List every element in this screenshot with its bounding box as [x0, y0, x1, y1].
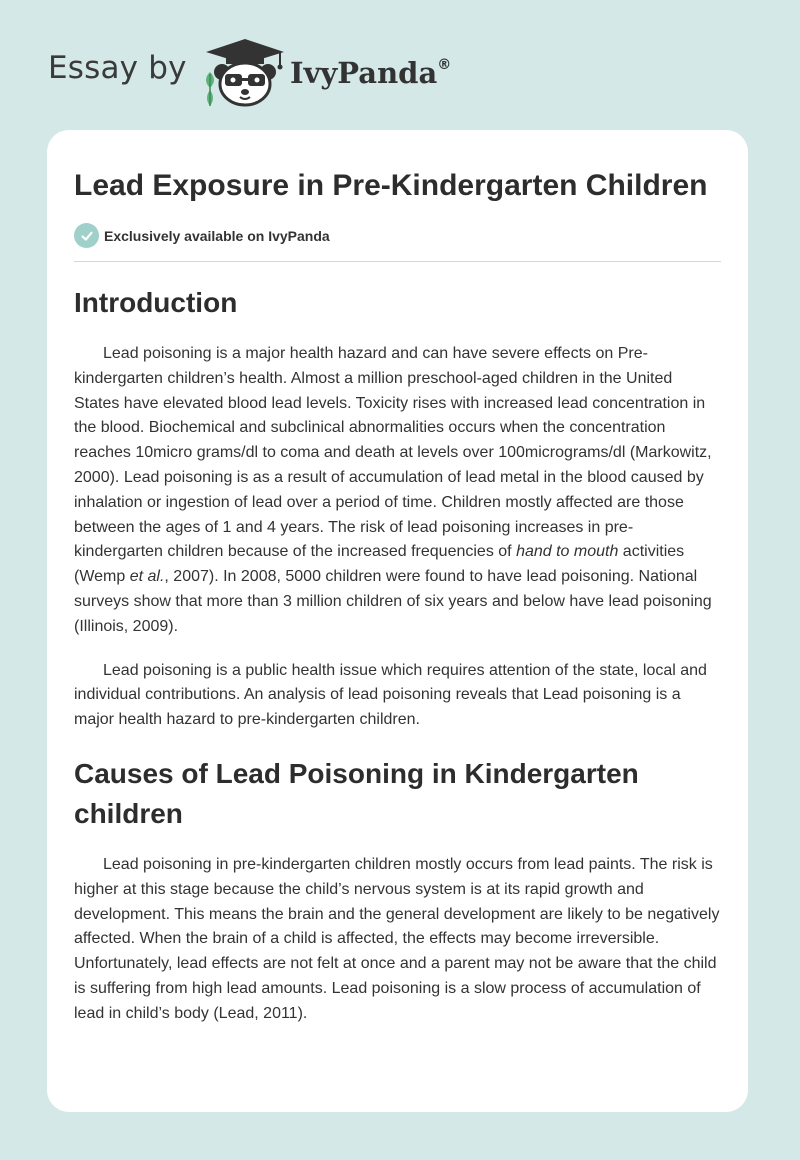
site-header — [48, 36, 548, 108]
exclusive-label: Exclusively available on IvyPanda — [104, 227, 330, 244]
registered-mark: ® — [437, 57, 452, 74]
essay-by-label: Essay by — [48, 50, 187, 86]
divider — [74, 261, 721, 262]
brand-name: IvyPanda® — [290, 56, 452, 90]
section-heading-causes: Causes of Lead Poisoning in Kindergarten children — [74, 757, 639, 829]
paragraph-intro-2: Lead poisoning is a public health issue which requires attention of the state, local and individual contributions. An analysis of lead poisoning reveals that Lead poisoning is a major health hazard to pre-kindergarten children. — [74, 661, 707, 729]
panda-logo-icon — [200, 36, 290, 108]
paragraph-causes-1: Lead poisoning in pre-kindergarten children mostly occurs from lead paints. The risk is higher at this stage because the child’s nervous system is at its rapid growth and development. This means the brain and the general development are likely to be negatively affected. When the brain of a child is affected, the effects may become irreversible. Unfortunately, lead effects are not felt at once and a parent may not be aware that the child is suffering from high lead amounts. Lead poisoning is a slow process of accumulation of lead in child’s body (Lead, 2011). — [74, 855, 720, 1022]
exclusive-badge — [74, 223, 721, 248]
page-title: Lead Exposure in Pre-Kindergarten Children — [74, 169, 708, 202]
ivypanda-logo[interactable] — [200, 36, 500, 108]
essay-card — [47, 130, 748, 1112]
paragraph-intro-1: Lead poisoning is a major health hazard and can have severe effects on Pre-kindergarten children’s health. Almost a million preschool-aged children in the United States have elevated blood lead levels. Toxicity rises with increased lead concentration in the blood. Biochemical and subclinical abnormalities occurs when the concentration reaches 10micro grams/dl to coma and death at levels over 100micrograms/dl (Markowitz, 2000). Lead poisoning is as a result of accumulation of lead metal in the blood caused by inhalation or ingestion of lead over a period of time. Children mostly affected are those between the ages of 1 and 4 years. The risk of lead poisoning increases in pre-kindergarten children because of the increased frequencies of hand to mouth activities (Wemp et al., 2007). In 2008, 5000 children were found to have lead poisoning. National surveys show that more than 3 million children of six years and below have lead poisoning (Illinois, 2009). — [74, 345, 712, 635]
checkmark-icon — [74, 223, 99, 248]
section-heading-introduction: Introduction — [74, 287, 238, 318]
